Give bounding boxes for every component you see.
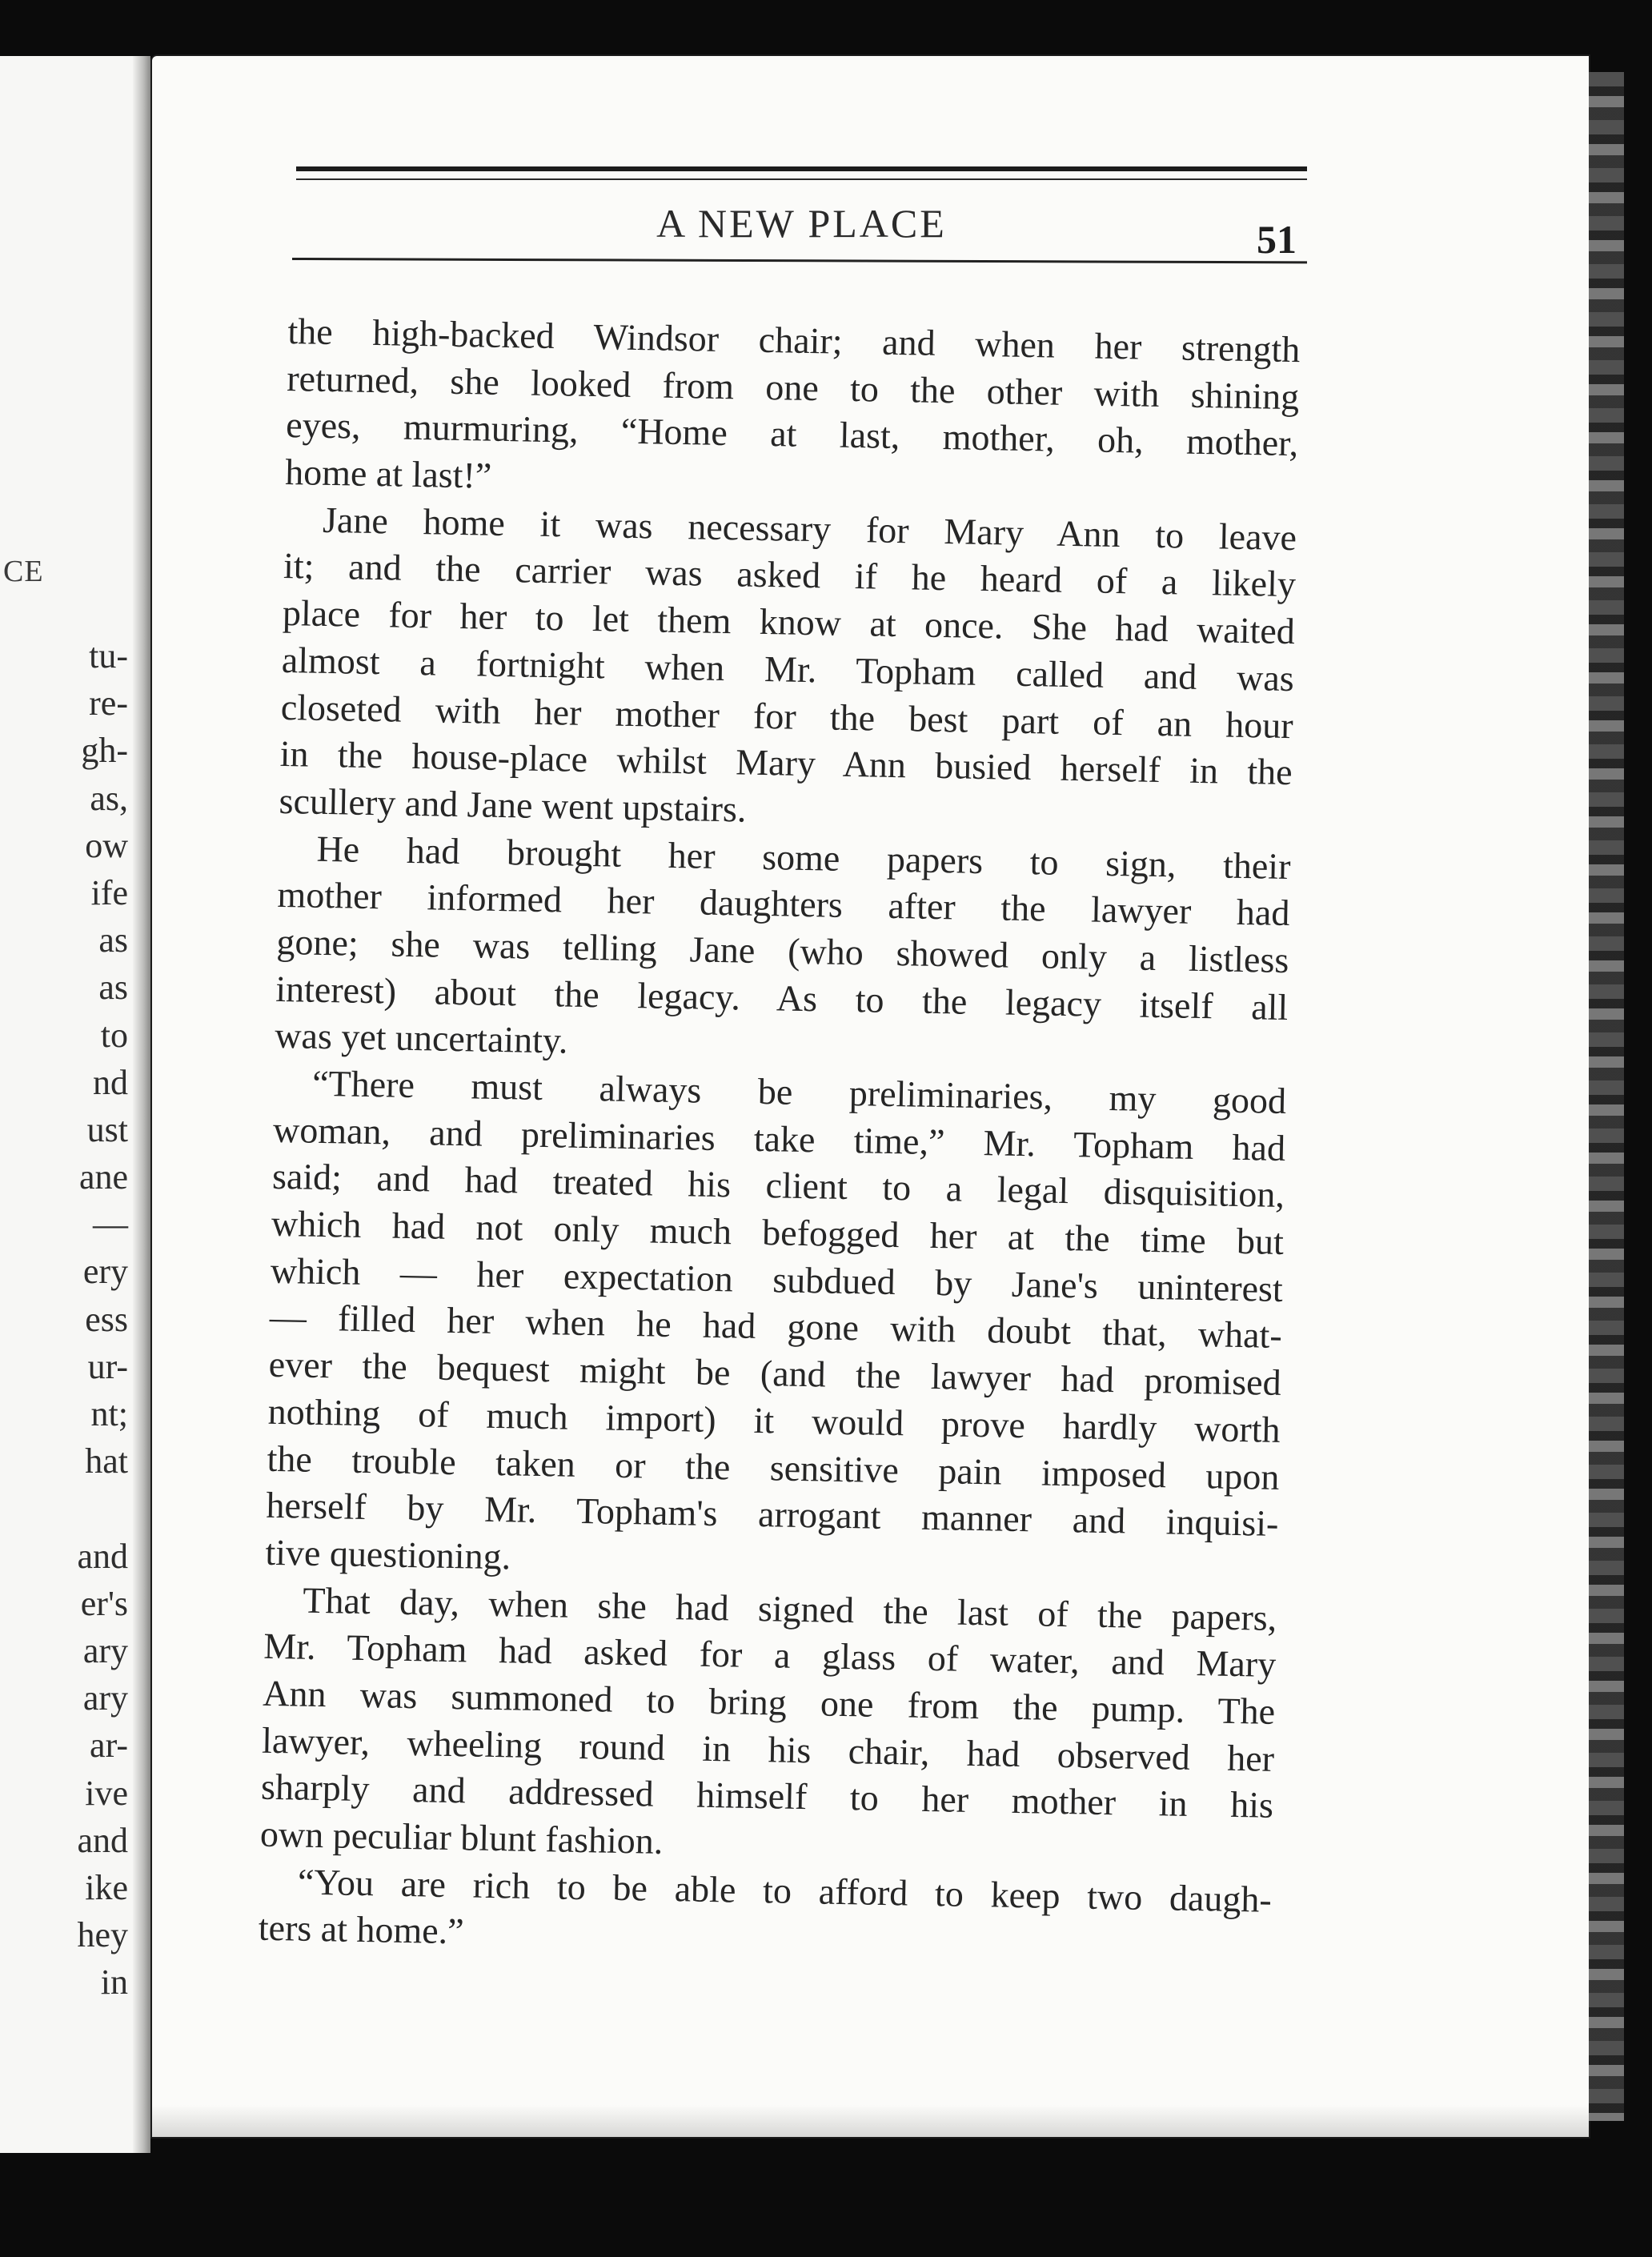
page-bottom-shadow xyxy=(152,2105,1589,2137)
header-rule-thin xyxy=(296,178,1307,180)
text-line: “You are rich to be able to afford to keep two daugh- xyxy=(297,1861,1273,1920)
text-line: place for her to let them know at once. She had waited xyxy=(282,592,1296,652)
text-line: mother informed her daughters after the lawyer had xyxy=(277,874,1290,934)
facing-line: as, xyxy=(90,778,128,818)
text-line: tive questioning. xyxy=(265,1531,511,1577)
text-line: herself by Mr. Topham's arrogant manner and inquisi- xyxy=(266,1484,1279,1545)
text-line: own peculiar blunt fashion. xyxy=(259,1813,664,1862)
facing-line: and xyxy=(77,1536,128,1576)
facing-line: as xyxy=(98,920,128,960)
text-line: scullery and Jane went upstairs. xyxy=(279,780,747,830)
facing-line: nd xyxy=(93,1062,128,1102)
text-line: nothing of much import) it would prove hardly worth xyxy=(267,1390,1281,1450)
text-line: lawyer, wheeling round in his chair, had observed her xyxy=(261,1719,1275,1779)
text-line: Ann was summoned to bring one from the pump. The xyxy=(262,1672,1276,1732)
page-edge-stack xyxy=(1589,72,1624,2121)
facing-line: and xyxy=(77,1820,128,1860)
facing-line: re- xyxy=(89,684,128,724)
running-head-title: A NEW PLACE xyxy=(656,201,947,246)
facing-line: ife xyxy=(90,872,128,912)
facing-line: ow xyxy=(85,825,128,865)
text-line: was yet uncertainty. xyxy=(274,1015,568,1061)
text-line: woman, and preliminaries take time,” Mr. Topham had xyxy=(272,1108,1286,1169)
text-line: closeted with her mother for the best part of an hour xyxy=(280,686,1294,746)
page-number: 51 xyxy=(1257,217,1297,262)
facing-page-text xyxy=(0,632,128,2006)
text-line: That day, when she had signed the last of the papers, xyxy=(302,1579,1277,1638)
facing-line: ust xyxy=(86,1109,128,1149)
text-line: He had brought her some papers to sign, their xyxy=(316,828,1291,887)
text-line: home at last!” xyxy=(284,451,492,496)
facing-line: tu- xyxy=(89,636,128,675)
text-line: ters at home.” xyxy=(258,1907,465,1952)
facing-line: as xyxy=(98,968,128,1008)
facing-page-running-head: CE xyxy=(3,555,44,588)
header-rule-thick xyxy=(296,166,1307,171)
facing-page-left xyxy=(0,56,150,2153)
facing-line: er's xyxy=(80,1583,128,1623)
facing-line: ery xyxy=(82,1252,128,1292)
text-line: it; and the carrier was asked if he heard of a likely xyxy=(283,545,1297,605)
facing-line: hat xyxy=(85,1441,128,1481)
text-line: Jane home it was necessary for Mary Ann to leave xyxy=(322,499,1297,558)
text-line: interest) about the legacy. As to the legacy itself all xyxy=(275,968,1289,1028)
facing-line: to xyxy=(100,1015,128,1055)
facing-line: ane xyxy=(78,1157,128,1197)
facing-line: — xyxy=(93,1205,128,1245)
facing-line: nt; xyxy=(90,1394,128,1433)
text-line: said; and had treated his client to a legal disquisition, xyxy=(271,1156,1285,1216)
facing-line: ive xyxy=(85,1773,128,1813)
facing-line: ike xyxy=(85,1867,128,1907)
page-body-text xyxy=(258,308,1300,1970)
text-line: the high-backed Windsor chair; and when her strength xyxy=(287,310,1301,371)
text-line: Mr. Topham had asked for a glass of water, and Mary xyxy=(263,1625,1277,1686)
facing-line: ar- xyxy=(90,1726,128,1766)
facing-line: hey xyxy=(77,1915,128,1955)
text-line: ever the bequest might be (and the lawyer had promised xyxy=(268,1343,1282,1404)
page-gutter-fold xyxy=(133,56,150,2153)
text-line: which had not only much befogged her at the time but xyxy=(271,1202,1285,1263)
text-line: returned, she looked from one to the other with shining xyxy=(286,357,1300,417)
text-line: “There must always be preliminaries, my good xyxy=(311,1062,1287,1122)
text-line: — filled her when he had gone with doubt that, what- xyxy=(269,1297,1283,1357)
text-line: which — her expectation subdued by Jane's uninterest xyxy=(270,1249,1284,1309)
facing-line: in xyxy=(100,1962,128,2002)
facing-line: gh- xyxy=(81,731,128,771)
text-line: gone; she was telling Jane (who showed only a listless xyxy=(276,920,1289,980)
facing-line: ur- xyxy=(87,1346,128,1386)
facing-line xyxy=(0,1485,128,1532)
text-line: in the house-place whilst Mary Ann busied herself in the xyxy=(279,733,1293,793)
text-line: the trouble taken or the sensitive pain imposed upon xyxy=(267,1437,1280,1497)
text-line: sharply and addressed himself to her mother in his xyxy=(260,1766,1274,1826)
facing-line: ess xyxy=(85,1299,128,1339)
text-line: almost a fortnight when Mr. Topham called and was xyxy=(281,639,1295,699)
text-line: eyes, murmuring, “Home at last, mother, oh, mother, xyxy=(285,404,1299,464)
facing-line: ary xyxy=(82,1678,128,1718)
facing-line: ary xyxy=(82,1630,128,1670)
